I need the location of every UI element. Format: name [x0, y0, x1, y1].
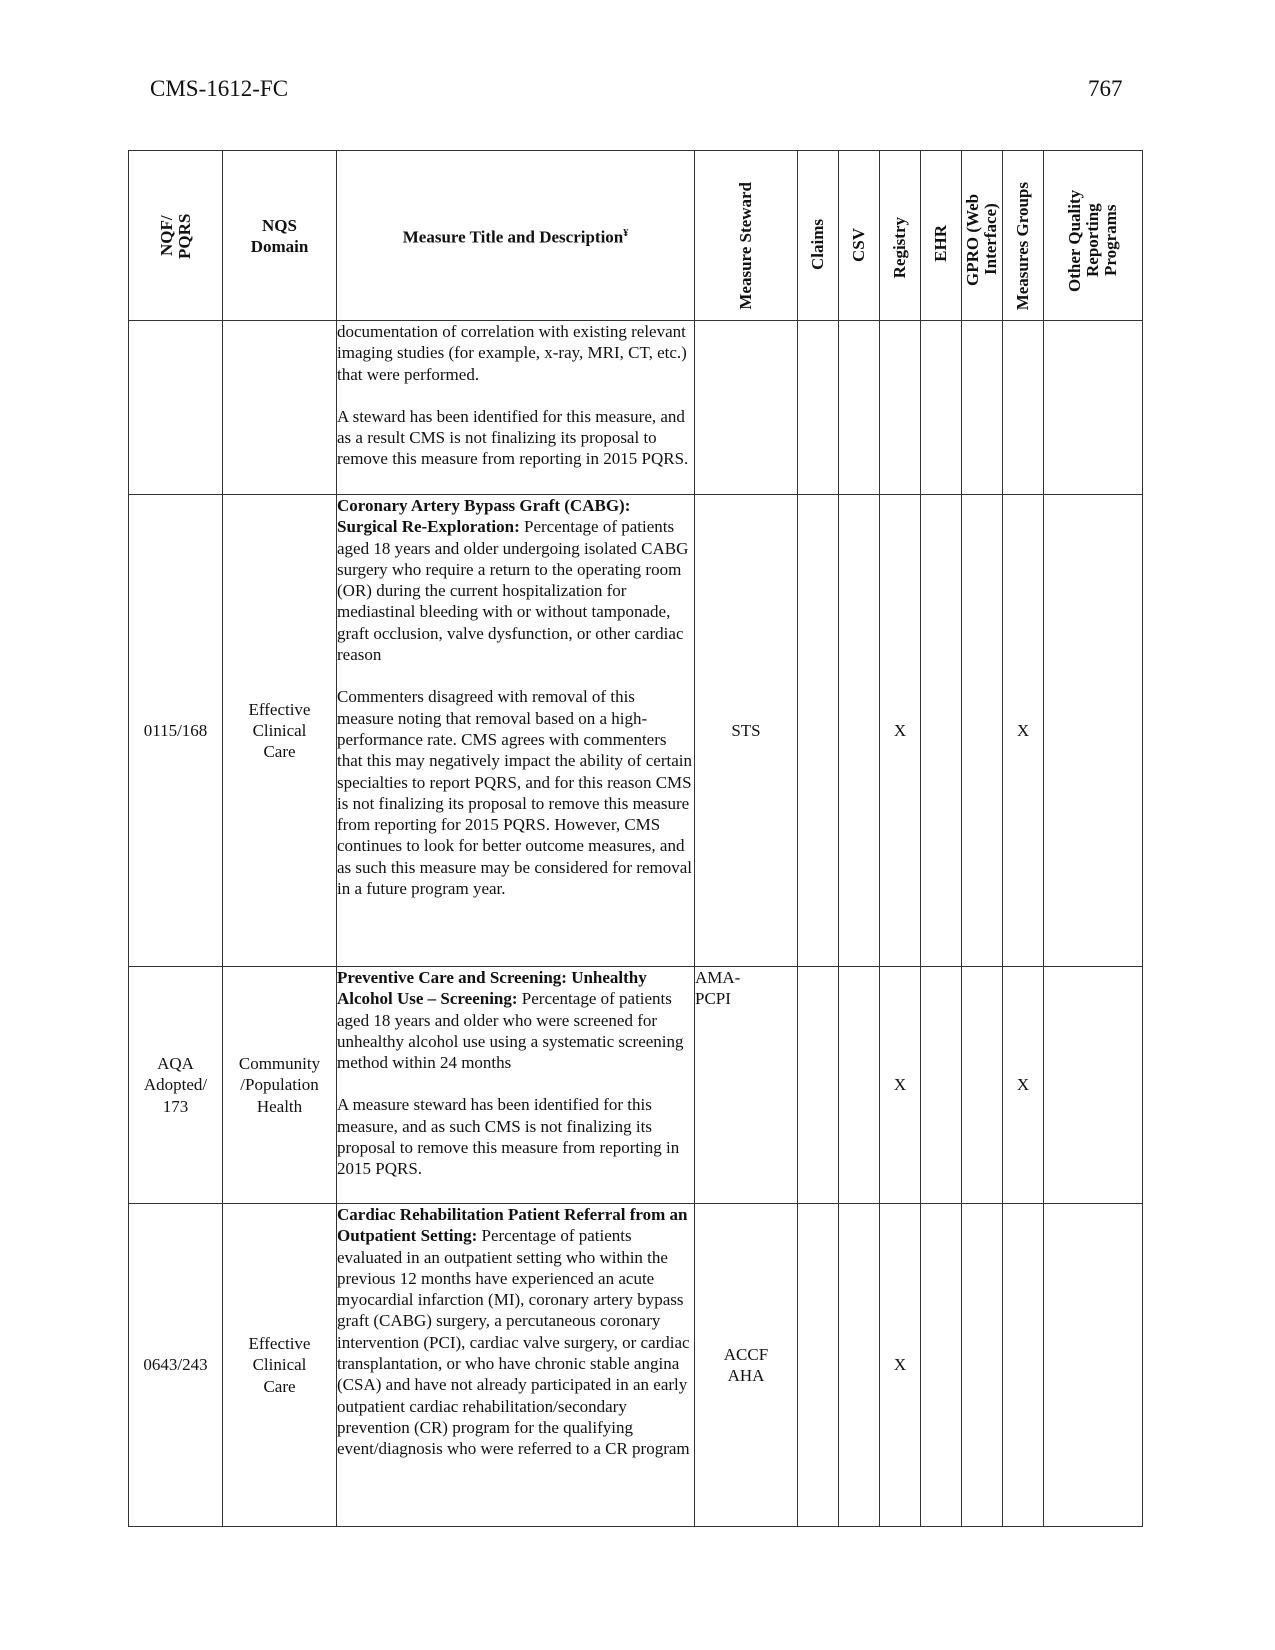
table-row — [129, 1204, 1143, 1527]
cell-other — [1044, 495, 1143, 967]
col-header-nqf: NQF/ PQRS — [129, 151, 223, 321]
col-header-registry: Registry — [880, 151, 921, 321]
col-header-ehr: EHR — [921, 151, 962, 321]
measure-title: Coronary Artery Bypass Graft (CABG): Surgical Re-Exploration: — [337, 496, 631, 537]
cell-claims — [798, 1204, 839, 1527]
cell-gpro — [962, 1204, 1003, 1527]
header-row — [129, 151, 1143, 321]
cell-ehr — [921, 321, 962, 495]
col-header-other: Other Quality Reporting Programs — [1044, 151, 1143, 321]
table-row — [129, 967, 1143, 1204]
cell-steward: ACCF AHA — [695, 1204, 798, 1527]
cell-steward: AMA-PCPI — [695, 967, 798, 1204]
description-text: Percentage of patients aged 18 years and older who were screened for unhealthy alcohol use using a systematic screening method within 24 months — [337, 989, 684, 1073]
cell-groups — [1003, 321, 1044, 495]
description-text: Percentage of patients evaluated in an outpatient setting who within the previous 12 months have experienced an acute myocardial infarction (MI), coronary artery bypass graft (CABG) surgery, a percutaneous coronary intervention (PCI), cardiac valve surgery, or cardiac transplantation, or who have chronic stable angina (CSA) and have not already participated in an early outpatient cardiac rehabilitation/secondary prevention (CR) program for the qualifying event/diagnosis who were referred to a CR program — [337, 1226, 690, 1459]
cell-nqf — [129, 321, 223, 495]
cell-registry: X — [880, 1204, 921, 1527]
cell-nqf: 0643/243 — [129, 1204, 223, 1527]
col-header-groups: Measures Groups — [1003, 151, 1044, 321]
description-text: documentation of correlation with existing relevant imaging studies (for example, x-ray, MRI, CT, etc.) that were performed. — [337, 322, 687, 384]
cell-gpro — [962, 967, 1003, 1204]
cell-groups — [1003, 1204, 1044, 1527]
cell-description — [337, 967, 695, 1204]
comment-text: Commenters disagreed with removal of this measure noting that removal based on a high-performance rate. CMS agrees with commenters that this may negatively impact the ability of certain specialties to report PQRS, and for this reason CMS is not finalizing its proposal to remove this measure from reporting for 2015 PQRS. However, CMS continues to look for better outcome measures, and as such this measure may be considered for removal in a future program year. — [337, 687, 692, 899]
cell-domain: Effective Clinical Care — [223, 1204, 337, 1527]
cell-registry: X — [880, 967, 921, 1204]
col-header-domain: NQS Domain — [223, 151, 337, 321]
cell-domain: Community /Population Health — [223, 967, 337, 1204]
cell-claims — [798, 495, 839, 967]
document-id: CMS-1612-FC — [150, 76, 289, 101]
measure-title: Cardiac Rehabilitation Patient Referral from an Outpatient Setting: — [337, 1205, 688, 1246]
table-row — [129, 495, 1143, 967]
table-row — [129, 321, 1143, 495]
cell-nqf: AQA Adopted/ 173 — [129, 967, 223, 1204]
footnote-mark: ¥ — [623, 228, 629, 240]
cell-registry: X — [880, 495, 921, 967]
col-header-steward: Measure Steward — [695, 151, 798, 321]
comment-text: A steward has been identified for this measure, and as a result CMS is not finalizing its proposal to remove this measure from reporting in 2015 PQRS. — [337, 406, 689, 469]
cell-description — [337, 495, 695, 967]
cell-other — [1044, 967, 1143, 1204]
cell-ehr — [921, 1204, 962, 1527]
col-header-csv: CSV — [839, 151, 880, 321]
cell-domain: Effective Clinical Care — [223, 495, 337, 967]
cell-groups: X — [1003, 495, 1044, 967]
cell-ehr — [921, 967, 962, 1204]
comment-text: A measure steward has been identified for this measure, and as such CMS is not finalizing its proposal to remove this measure from reporting in 2015 PQRS. — [337, 1095, 680, 1179]
cell-nqf: 0115/168 — [129, 495, 223, 967]
cell-groups: X — [1003, 967, 1044, 1204]
col-header-gpro: GPRO (Web Interface) — [962, 151, 1003, 321]
cell-csv — [839, 967, 880, 1204]
cell-steward — [695, 321, 798, 495]
cell-registry — [880, 321, 921, 495]
measures-table — [128, 150, 1143, 1527]
description-text: Percentage of patients aged 18 years and older undergoing isolated CABG surgery who require a return to the operating room (OR) during the current hospitalization for mediastinal bleeding with or without tamponade, graft occlusion, valve dysfunction, or other cardiac reason — [337, 517, 689, 665]
measure-title: Preventive Care and Screening: Unhealthy Alcohol Use – Screening: — [337, 968, 647, 1009]
cell-claims — [798, 321, 839, 495]
cell-other — [1044, 321, 1143, 495]
cell-ehr — [921, 495, 962, 967]
cell-csv — [839, 321, 880, 495]
cell-domain — [223, 321, 337, 495]
cell-steward: STS — [695, 495, 798, 967]
cell-other — [1044, 1204, 1143, 1527]
cell-description — [337, 321, 695, 495]
cell-gpro — [962, 321, 1003, 495]
col-header-claims: Claims — [798, 151, 839, 321]
cell-description — [337, 1204, 695, 1527]
cell-csv — [839, 1204, 880, 1527]
col-header-title: Measure Title and Description¥ — [337, 151, 695, 321]
cell-gpro — [962, 495, 1003, 967]
page-number: 767 — [1088, 76, 1123, 101]
cell-csv — [839, 495, 880, 967]
cell-claims — [798, 967, 839, 1204]
